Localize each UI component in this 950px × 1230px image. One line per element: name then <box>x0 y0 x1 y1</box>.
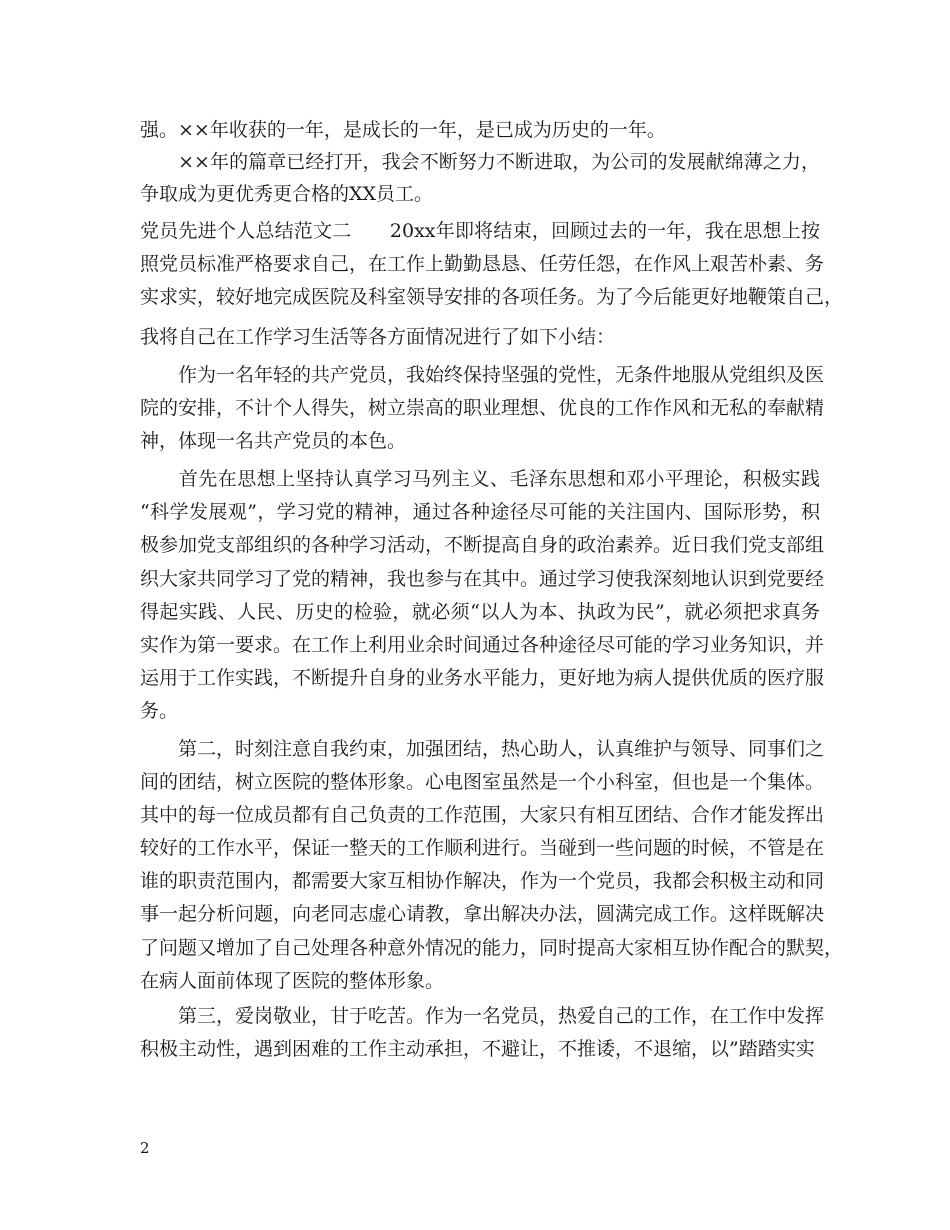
text-line: 我将自己在工作学习生活等各方面情况进行了如下小结： <box>140 326 616 348</box>
text-line: 第二，时刻注意自我约束，加强团结，热心助人，认真维护与领导、同事们之 <box>140 738 825 760</box>
text-line: 谁的职责范围内，都需要大家互相协作解决，作为一个党员，我都会积极主动和同 <box>140 870 825 892</box>
text-line: 作为一名年轻的共产党员，我始终保持坚强的党性，无条件地服从党组织及医 <box>140 364 825 386</box>
text-line: 党员先进个人总结范文二 20xx年即将结束，回顾过去的一年，我在思想上按 <box>140 220 820 242</box>
text-line: 照党员标准严格要求自己，在工作上勤勤恳恳、任劳任怨，在作风上艰苦朴素、务 <box>140 253 825 275</box>
text-line: 了问题又增加了自己处理各种意外情况的能力，同时提高大家相互协作配合的默契， <box>140 937 844 959</box>
text-line: 争取成为更优秀更合格的XX员工。 <box>140 183 434 205</box>
text-line: 运用于工作实践，不断提升自身的业务水平能力，更好地为病人提供优质的医疗服 <box>140 667 825 689</box>
text-line: 得起实践、人民、历史的检验，就必须“以人为本、执政为民”，就必须把求真务 <box>140 601 820 623</box>
text-line: 第三，爱岗敬业，甘于吃苦。作为一名党员，热爱自己的工作，在工作中发挥 <box>140 1005 825 1027</box>
text-line: 事一起分析问题，向老同志虚心请教，拿出解决办法，圆满完成工作。这样既解决 <box>140 903 825 925</box>
text-line: 院的安排，不计个人得失，树立崇高的职业理想、优良的工作作风和无私的奉献精 <box>140 397 825 419</box>
page-number: 2 <box>140 1139 150 1157</box>
text-line: 实作为第一要求。在工作上利用业余时间通过各种途径尽可能的学习业务知识，并 <box>140 634 825 656</box>
text-line: 务。 <box>140 700 179 722</box>
text-line: 积极主动性，遇到困难的工作主动承担，不避让，不推诿，不退缩，以”踏踏实实 <box>140 1038 815 1060</box>
text-line: “科学发展观”，学习党的精神，通过各种途径尽可能的关注国内、国际形势，积 <box>140 501 820 523</box>
text-line: 其中的每一位成员都有自己负责的工作范围，大家只有相互团结、合作才能发挥出 <box>140 804 825 826</box>
text-line: 间的团结，树立医院的整体形象。心电图室虽然是一个小科室，但也是一个集体。 <box>140 771 825 793</box>
text-line: 强。××年收获的一年，是成长的一年，是已成为历史的一年。 <box>140 119 666 141</box>
text-line: 极参加党支部组织的各种学习活动，不断提高自身的政治素养。近日我们党支部组 <box>140 534 825 556</box>
text-line: 首先在思想上坚持认真学习马列主义、毛泽东思想和邓小平理论，积极实践 <box>140 468 820 490</box>
text-line: 实求实，较好地完成医院及科室领导安排的各项任务。为了今后能更好地鞭策自己， <box>140 286 844 308</box>
text-line: 在病人面前体现了医院的整体形象。 <box>140 970 445 992</box>
text-line: 织大家共同学习了党的精神，我也参与在其中。通过学习使我深刻地认识到党要经 <box>140 568 825 590</box>
text-line: 神，体现一名共产党员的本色。 <box>140 430 407 452</box>
text-line: ××年的篇章已经打开，我会不断努力不断进取，为公司的发展献绵薄之力， <box>140 151 820 173</box>
text-line: 较好的工作水平，保证一整天的工作顺利进行。当碰到一些问题的时候，不管是在 <box>140 837 825 859</box>
